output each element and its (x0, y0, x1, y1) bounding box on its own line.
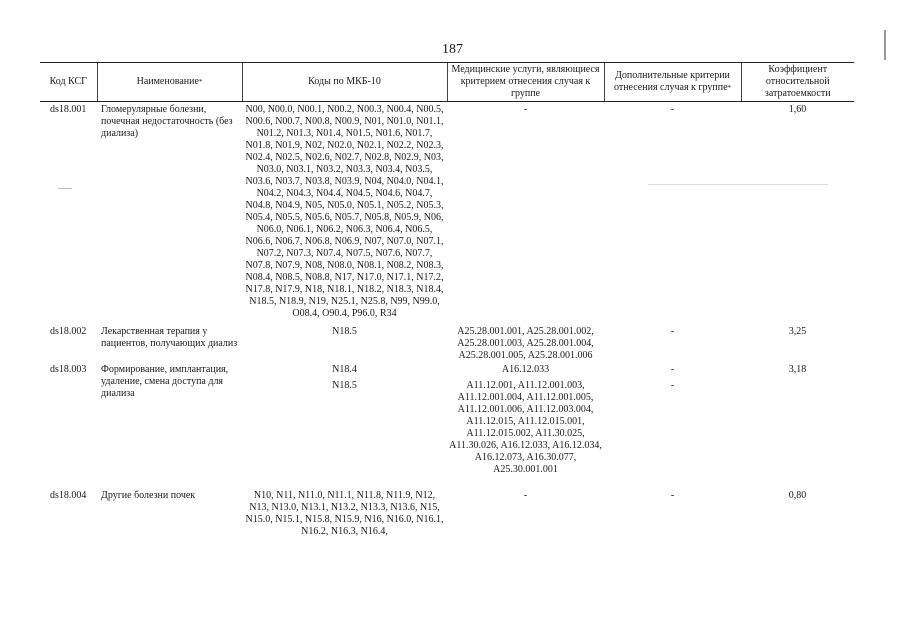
cell-mkb (242, 362, 447, 476)
cell-name: Формирование, имплантация, удаление, смена доступа для диализа (101, 364, 229, 399)
header-services: Медицинские услуги, являющиеся критерием отнесения случая к группе (447, 63, 604, 102)
cell-mkb: N18.5 (332, 326, 357, 337)
table-row (40, 320, 854, 362)
cell-services: - (523, 490, 528, 501)
page-number: 187 (442, 42, 463, 57)
cell-code: ds18.004 (50, 490, 87, 501)
cell-services: A25.28.001.001, A25.28.001.002, A25.28.001.003, A25.28.001.004, A25.28.001.005, A25.28.001.006 (457, 326, 594, 361)
header-name-label: Наименование (136, 76, 199, 87)
header-mkb: Коды по МКБ-10 (242, 63, 447, 102)
cell-name: Гломерулярные болезни, почечная недостаточность (без диализа) (101, 104, 233, 139)
cell-coef: 0,80 (788, 490, 807, 501)
cell-services (447, 362, 604, 476)
cell-criteria: - (670, 326, 675, 337)
table-row (40, 362, 854, 476)
table-header-row (40, 63, 854, 102)
ksg-table (40, 62, 854, 538)
cell-services-line: A16.12.033 (501, 364, 550, 375)
header-criteria-footnote-mark: * (727, 84, 732, 92)
header-criteria-label: Дополнительные критерии отнесения случая к группе (613, 70, 730, 93)
header-name (97, 63, 242, 102)
cell-mkb: N00, N00.0, N00.1, N00.2, N00.3, N00.4, N00.5, N00.6, N00.7, N00.8, N00.9, N01, N01.0, N01.1, N01.2, N01.3, N01.4, N01.5, N01.6, N01.7, N01.8, N01.9, N02, N02.0, N02.1, N02.2, N02.3, N02.4, N02.5, N02.6, N02.7, N02.8, N02.9, N03, N03.0, N03.1, N03.2, N03.3, N03.4, N03.5, N03.6, N03.7, N03.8, N03.9, N04, N04.0, N04.1, N04.2, N04.3, N04.4, N04.5, N04.6, N04.7, N04.8, N04.9, N05, N05.0, N05.1, N05.2, N05.3, N05.4, N05.5, N05.6, N05.7, N05.8, N05.9, N06, N06.0, N06.1, N06.2, N06.3, N06.4, N06.5, N06.6, N06.7, N06.8, N06.9, N07, N07.0, N07.1, N07.2, N07.3, N07.4, N07.5, N07.6, N07.7, N07.8, N07.9, N08, N08.0, N08.1, N08.2, N08.3, N08.4, N08.5, N08.8, N17, N17.0, N17.1, N17.2, N17.8, N17.9, N18, N18.1, N18.2, N18.3, N18.4, N18.5, N18.9, N19, N25.1, N25.8, N99, N99.0, O08.4, O90.4, P96.0, R34 (245, 104, 444, 319)
cell-name: Лекарственная терапия у пациентов, получающих диализ (101, 326, 238, 349)
cell-coef: 3,25 (788, 326, 807, 337)
cell-criteria (604, 362, 741, 476)
cell-mkb-line: N18.4 (332, 364, 357, 375)
cell-name: Другие болезни почек (101, 490, 196, 501)
cell-criteria-line: - (670, 364, 675, 375)
cell-criteria: - (670, 104, 675, 115)
cell-mkb-line: N18.5 (332, 380, 357, 391)
header-code: Код КСГ (40, 63, 97, 102)
scan-artifact (648, 184, 828, 185)
cell-criteria: - (670, 490, 675, 501)
cell-code: ds18.001 (50, 104, 87, 115)
table-row (40, 102, 854, 321)
cell-code: ds18.002 (50, 326, 87, 337)
cell-coef: 1,60 (788, 104, 807, 115)
cell-mkb: N10, N11, N11.0, N11.1, N11.8, N11.9, N12, N13, N13.0, N13.1, N13.2, N13.3, N13.6, N15, N15.0, N15.1, N15.8, N15.9, N16, N16.0, N16.1, N16.2, N16.3, N16.4, (245, 490, 444, 537)
cell-services: - (523, 104, 528, 115)
cell-code: ds18.003 (50, 364, 87, 375)
scan-artifact (58, 188, 72, 189)
cell-coef: 3,18 (788, 364, 807, 375)
header-coef: Коэффициент относительной затратоемкости (741, 63, 854, 102)
cell-services-line: A11.12.001, A11.12.001.003, A11.12.001.004, A11.12.001.005, A11.12.001.006, A11.12.003.004, A11.12.015, A11.12.015.001, A11.12.015.002, A11.30.025, A11.30.026, A16.12.033, A16.12.034, A16.12.073, A16.30.077, A25.30.001.001 (449, 380, 602, 475)
header-criteria (604, 63, 741, 102)
cell-criteria-line: - (670, 380, 675, 391)
scan-artifact (884, 30, 886, 60)
header-name-footnote-mark: * (198, 78, 203, 86)
table-row (40, 476, 854, 538)
